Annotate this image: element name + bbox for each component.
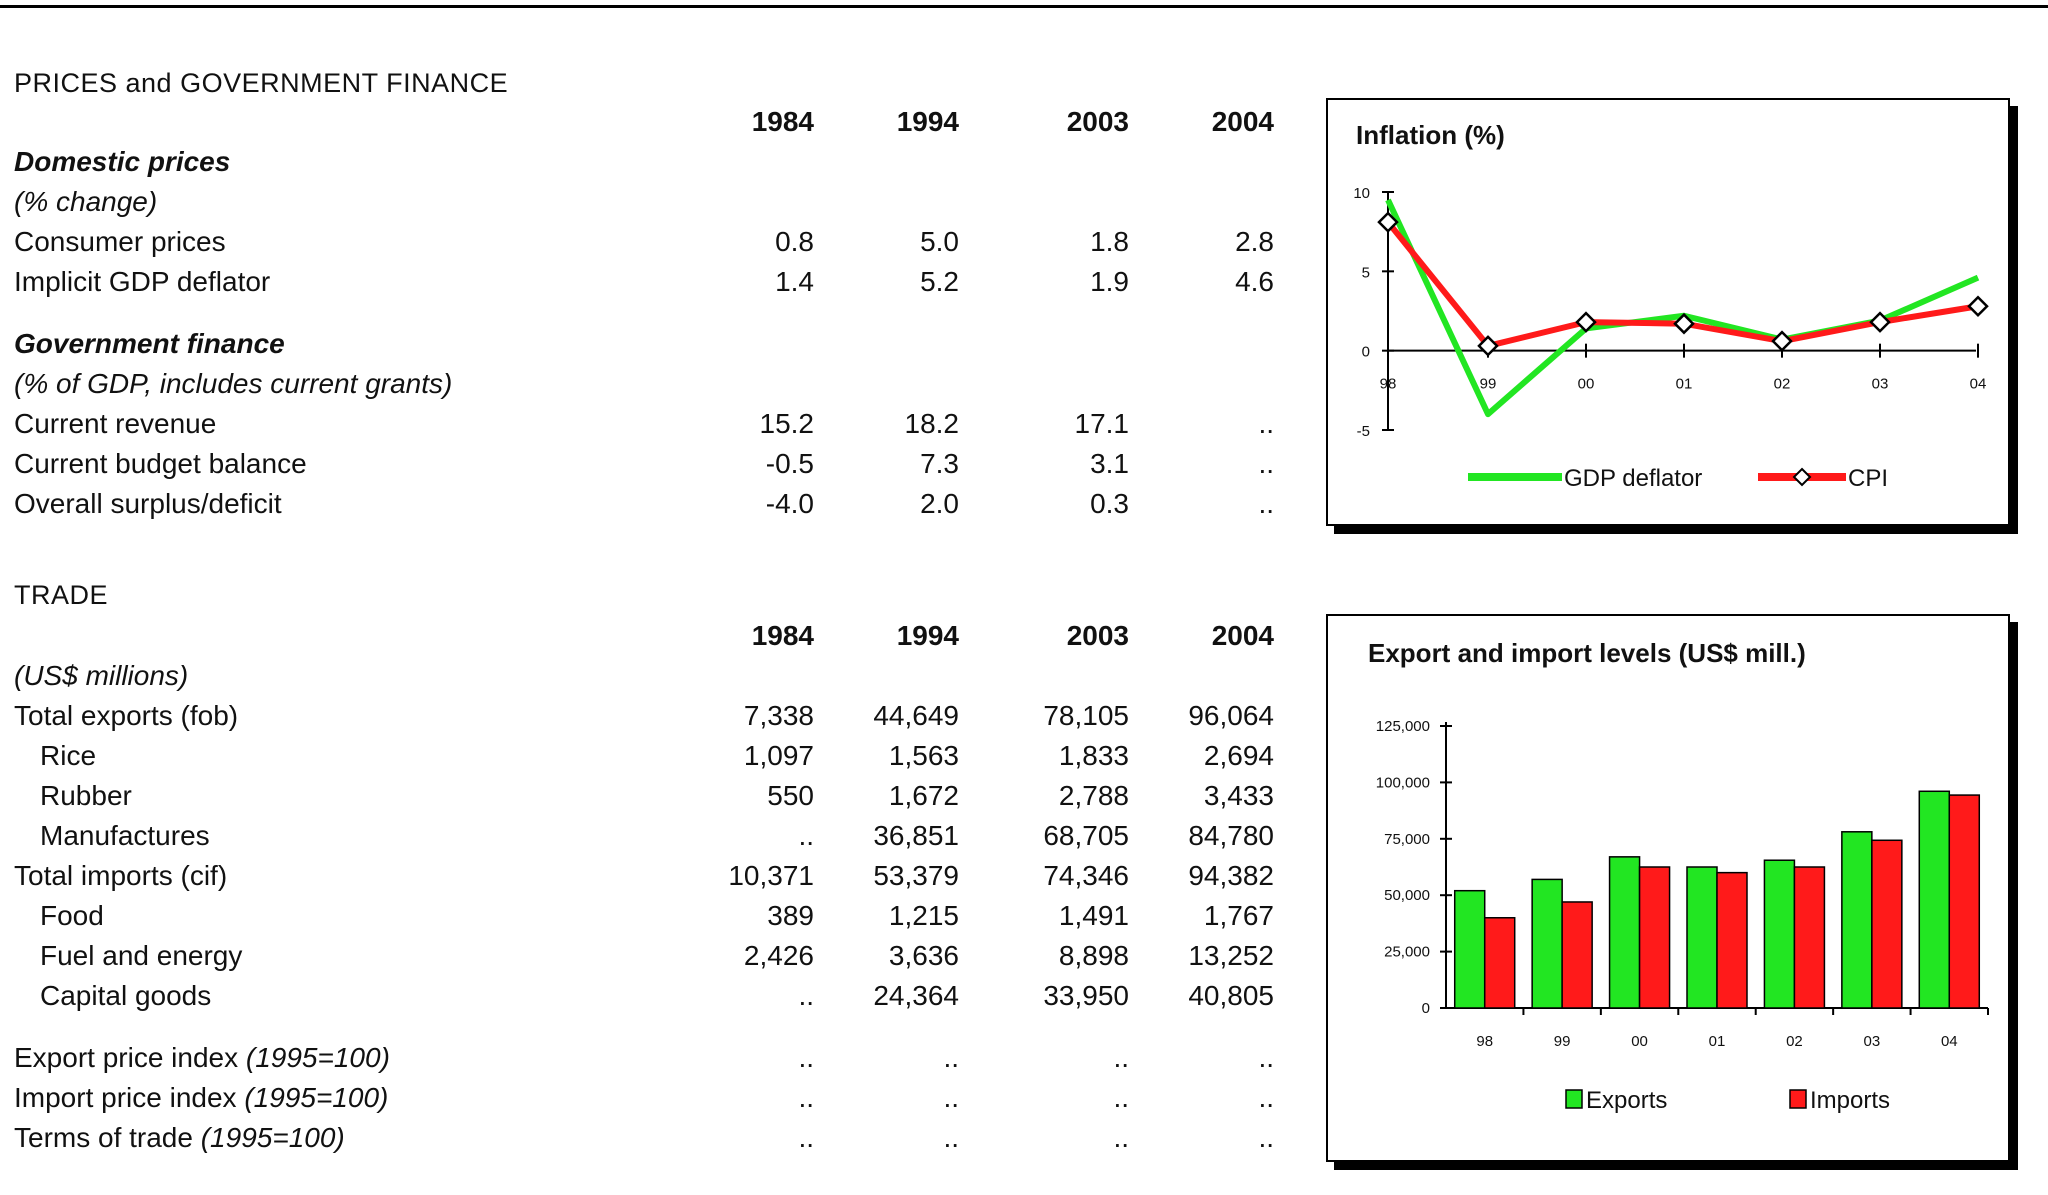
prices-row-label <box>14 488 282 520</box>
bar-imports <box>1640 867 1670 1008</box>
trade-cell-value: 33,950 <box>1043 980 1129 1011</box>
legend-imports-swatch <box>1790 1090 1806 1108</box>
x-tick-label: 01 <box>1708 1033 1726 1050</box>
trade-cell-value: 3,636 <box>888 940 959 971</box>
trade-cell-value: .. <box>798 1122 814 1153</box>
trade-chart-box <box>1326 614 2010 1162</box>
prices-cell-value: 7.3 <box>920 448 959 479</box>
trade-row-label-text: Import price index <box>14 1082 237 1113</box>
trade-row-label <box>14 740 96 772</box>
chart-title: Export and import levels (US$ mill.) <box>1368 638 1806 668</box>
prices-row-label-text: (% of GDP, includes current grants) <box>14 368 453 399</box>
trade-row-label-text: Fuel and energy <box>40 940 243 971</box>
prices-cell-value: 3.1 <box>1090 448 1129 479</box>
y-tick-label: 125,000 <box>1375 718 1430 735</box>
prices-row-label <box>14 328 285 360</box>
legend-imports-label: Imports <box>1810 1087 1891 1114</box>
trade-cell-value: 96,064 <box>1188 700 1274 731</box>
trade-row-label <box>14 860 227 892</box>
trade-year-header: 2004 <box>1211 620 1274 651</box>
prices-section-title: PRICES and GOVERNMENT FINANCE <box>14 68 509 98</box>
prices-table-row <box>14 324 1274 364</box>
trade-row-label <box>14 1082 388 1114</box>
trade-cell-value: .. <box>943 1122 959 1153</box>
y-tick-label: 75,000 <box>1384 830 1430 848</box>
trade-row-label-text: Rice <box>40 740 97 771</box>
prices-row-label-text: Overall surplus/deficit <box>14 488 282 519</box>
y-tick-label: 25,000 <box>1384 943 1430 961</box>
bar-imports <box>1949 795 1979 1008</box>
prices-cell-value: 1.8 <box>1090 226 1129 257</box>
prices-year-header: 2003 <box>1066 106 1129 137</box>
prices-cell-value: -0.5 <box>765 448 814 479</box>
trade-row-label <box>14 940 242 972</box>
x-tick-label: 02 <box>1773 375 1791 393</box>
prices-table-row <box>14 404 1274 444</box>
trade-table-row <box>14 736 1274 776</box>
bar-exports <box>1919 791 1949 1008</box>
trade-row-label <box>14 900 104 932</box>
trade-cell-value: .. <box>1113 1082 1129 1113</box>
trade-cell-value: 1,563 <box>888 740 959 771</box>
prices-table-row <box>14 182 1274 222</box>
trade-row-label <box>14 820 210 852</box>
trade-year-header: 2003 <box>1066 620 1129 651</box>
trade-cell-value: 2,694 <box>1203 740 1274 771</box>
prices-cell-value: -4.0 <box>765 488 814 519</box>
prices-table-row <box>14 484 1274 524</box>
trade-cell-value: 1,767 <box>1203 900 1274 931</box>
x-tick-label: 99 <box>1553 1033 1571 1050</box>
trade-table-row <box>14 656 1274 696</box>
trade-table-row <box>14 1118 1274 1158</box>
y-tick-label: 5 <box>1361 264 1370 282</box>
prices-year-header: 2004 <box>1211 106 1274 137</box>
trade-cell-value: .. <box>798 1082 814 1113</box>
trade-cell-value: 13,252 <box>1188 940 1274 971</box>
prices-row-label-text: (% change) <box>14 186 158 217</box>
trade-table <box>14 616 1274 1158</box>
trade-row-label-text: Total imports (cif) <box>14 860 228 891</box>
prices-row-label-text: Government finance <box>14 328 285 359</box>
prices-row-label <box>14 368 452 400</box>
prices-row-label <box>14 226 226 258</box>
trade-table-row <box>14 976 1274 1016</box>
chart-title: Inflation (%) <box>1356 120 1505 150</box>
trade-cell-value: 84,780 <box>1188 820 1274 851</box>
trade-row-label <box>14 660 188 692</box>
trade-cell-value: 1,215 <box>888 900 959 931</box>
trade-row-label <box>14 1122 345 1154</box>
trade-cell-value: .. <box>1258 1042 1274 1073</box>
trade-cell-value: 3,433 <box>1203 780 1274 811</box>
x-tick-label: 01 <box>1675 375 1693 393</box>
trade-row-label <box>14 780 132 812</box>
trade-row-label-text: Export price index <box>14 1042 239 1073</box>
trade-cell-value: 1,491 <box>1058 900 1129 931</box>
trade-cell-value: .. <box>798 1042 814 1073</box>
trade-cell-value: .. <box>798 980 814 1011</box>
prices-row-label-text: Domestic prices <box>14 146 231 177</box>
prices-header-row <box>14 102 1274 142</box>
y-tick-label: 100,000 <box>1375 774 1430 792</box>
trade-cell-value: 2,426 <box>743 940 814 971</box>
bar-imports <box>1562 902 1592 1008</box>
prices-row-label <box>14 186 157 218</box>
prices-table-row <box>14 444 1274 484</box>
x-tick-label: 00 <box>1577 375 1595 393</box>
x-tick-label: 00 <box>1631 1033 1648 1050</box>
trade-cell-value: .. <box>1113 1042 1129 1073</box>
trade-row-label-base: (1995=100) <box>244 1082 389 1113</box>
prices-row-label-text: Current revenue <box>14 408 217 439</box>
prices-cell-value: 1.9 <box>1090 266 1129 297</box>
trade-table-row <box>14 936 1274 976</box>
prices-row-label <box>14 448 307 480</box>
x-tick-label: 98 <box>1379 375 1397 393</box>
legend-gdp-deflator-label: GDP deflator <box>1564 465 1703 492</box>
prices-cell-value: .. <box>1258 448 1274 479</box>
trade-row-label <box>14 1042 390 1074</box>
prices-year-header: 1994 <box>896 106 959 137</box>
y-tick-label: 50,000 <box>1384 887 1430 905</box>
prices-table-row <box>14 302 1274 324</box>
prices-cell-value: 5.0 <box>920 226 959 257</box>
prices-cell-value: 5.2 <box>920 266 959 297</box>
trade-row-label-text: Terms of trade <box>14 1122 193 1153</box>
trade-row-label-base: (1995=100) <box>200 1122 345 1153</box>
top-rule <box>0 5 2048 8</box>
trade-row-label-text: Food <box>40 900 104 931</box>
trade-table-row <box>14 896 1274 936</box>
trade-cell-value: 53,379 <box>873 860 959 891</box>
trade-row-label-text: Rubber <box>40 780 132 811</box>
prices-table-row <box>14 262 1274 302</box>
prices-row-label <box>14 266 270 298</box>
prices-table-row <box>14 142 1274 182</box>
trade-cell-value: 550 <box>767 780 814 811</box>
trade-header-row <box>14 616 1274 656</box>
trade-cell-value: .. <box>1258 1082 1274 1113</box>
trade-cell-value: 10,371 <box>728 860 814 891</box>
trade-levels-chart <box>1328 616 2008 1160</box>
trade-cell-value: 94,382 <box>1188 860 1274 891</box>
trade-row-label-text: Capital goods <box>40 980 212 1011</box>
prices-cell-value: 15.2 <box>759 408 814 439</box>
trade-row-label-text: Manufactures <box>40 820 210 851</box>
bar-imports <box>1717 873 1747 1008</box>
trade-cell-value: 44,649 <box>873 700 959 731</box>
x-tick-label: 03 <box>1871 375 1889 393</box>
prices-table-row <box>14 364 1274 404</box>
trade-cell-value: 1,672 <box>888 780 959 811</box>
bar-imports <box>1485 918 1515 1008</box>
prices-cell-value: 1.4 <box>775 266 814 297</box>
trade-cell-value: 7,338 <box>743 700 814 731</box>
bar-exports <box>1455 891 1485 1008</box>
prices-cell-value: .. <box>1258 488 1274 519</box>
bar-exports <box>1687 867 1717 1008</box>
trade-cell-value: 1,097 <box>743 740 814 771</box>
bar-exports <box>1842 832 1872 1008</box>
trade-table-row <box>14 1078 1274 1118</box>
trade-cell-value: 1,833 <box>1058 740 1129 771</box>
trade-cell-value: .. <box>1258 1122 1274 1153</box>
trade-section-title: TRADE <box>14 580 109 610</box>
y-tick-label: -5 <box>1356 423 1370 440</box>
prices-cell-value: 0.8 <box>775 226 814 257</box>
prices-cell-value: 4.6 <box>1235 266 1274 297</box>
inflation-chart <box>1328 100 2008 524</box>
prices-year-header: 1984 <box>751 106 814 137</box>
legend-exports-label: Exports <box>1586 1087 1668 1114</box>
inflation-chart-box <box>1326 98 2010 526</box>
x-tick-label: 02 <box>1786 1033 1803 1050</box>
trade-row-label <box>14 700 238 732</box>
y-tick-label: 0 <box>1361 343 1370 361</box>
trade-cell-value: 68,705 <box>1043 820 1129 851</box>
trade-row-label-base: (1995=100) <box>245 1042 390 1073</box>
trade-cell-value: .. <box>1113 1122 1129 1153</box>
trade-table-row <box>14 1016 1274 1038</box>
trade-cell-value: .. <box>798 820 814 851</box>
trade-cell-value: 74,346 <box>1043 860 1129 891</box>
x-tick-label: 98 <box>1476 1033 1494 1050</box>
prices-table <box>14 102 1274 524</box>
x-tick-label: 04 <box>1940 1033 1958 1050</box>
prices-row-label-text: Implicit GDP deflator <box>14 266 271 297</box>
prices-row-label <box>14 146 230 178</box>
legend-exports-swatch <box>1566 1090 1582 1108</box>
prices-cell-value: .. <box>1258 408 1274 439</box>
trade-row-label <box>14 980 211 1012</box>
prices-cell-value: 2.8 <box>1235 226 1274 257</box>
trade-table-row <box>14 816 1274 856</box>
trade-cell-value: 8,898 <box>1058 940 1129 971</box>
bar-imports <box>1872 840 1902 1008</box>
trade-table-row <box>14 776 1274 816</box>
trade-cell-value: 36,851 <box>873 820 959 851</box>
prices-cell-value: 2.0 <box>920 488 959 519</box>
trade-cell-value: 2,788 <box>1058 780 1129 811</box>
trade-cell-value: .. <box>943 1042 959 1073</box>
trade-year-header: 1994 <box>896 620 959 651</box>
bar-exports <box>1532 879 1562 1008</box>
prices-table-row <box>14 222 1274 262</box>
trade-table-row <box>14 696 1274 736</box>
y-tick-label: 10 <box>1353 185 1370 202</box>
bar-imports <box>1794 867 1824 1008</box>
cpi-point-marker <box>1773 332 1791 350</box>
trade-table-row <box>14 1038 1274 1078</box>
bar-exports <box>1610 857 1640 1008</box>
bar-exports <box>1764 860 1794 1008</box>
x-tick-label: 04 <box>1969 375 1987 393</box>
x-tick-label: 03 <box>1863 1033 1881 1050</box>
prices-cell-value: 0.3 <box>1090 488 1129 519</box>
trade-cell-value: 389 <box>767 900 814 931</box>
trade-cell-value: .. <box>943 1082 959 1113</box>
trade-table-row <box>14 856 1274 896</box>
trade-cell-value: 78,105 <box>1043 700 1129 731</box>
trade-cell-value: 40,805 <box>1188 980 1274 1011</box>
legend-cpi-label: CPI <box>1848 465 1889 492</box>
prices-cell-value: 17.1 <box>1074 408 1129 439</box>
prices-row-label <box>14 408 216 440</box>
trade-row-label-text: Total exports (fob) <box>14 700 239 731</box>
y-tick-label: 0 <box>1421 1000 1430 1017</box>
trade-cell-value: 24,364 <box>873 980 959 1011</box>
prices-row-label-text: Consumer prices <box>14 226 226 257</box>
prices-row-label-text: Current budget balance <box>14 448 307 479</box>
x-tick-label: 99 <box>1479 375 1497 393</box>
cpi-point-marker <box>1969 297 1987 315</box>
legend-cpi-marker <box>1794 469 1810 485</box>
trade-row-label-text: (US$ millions) <box>14 660 189 691</box>
trade-year-header: 1984 <box>751 620 814 651</box>
prices-cell-value: 18.2 <box>904 408 959 439</box>
